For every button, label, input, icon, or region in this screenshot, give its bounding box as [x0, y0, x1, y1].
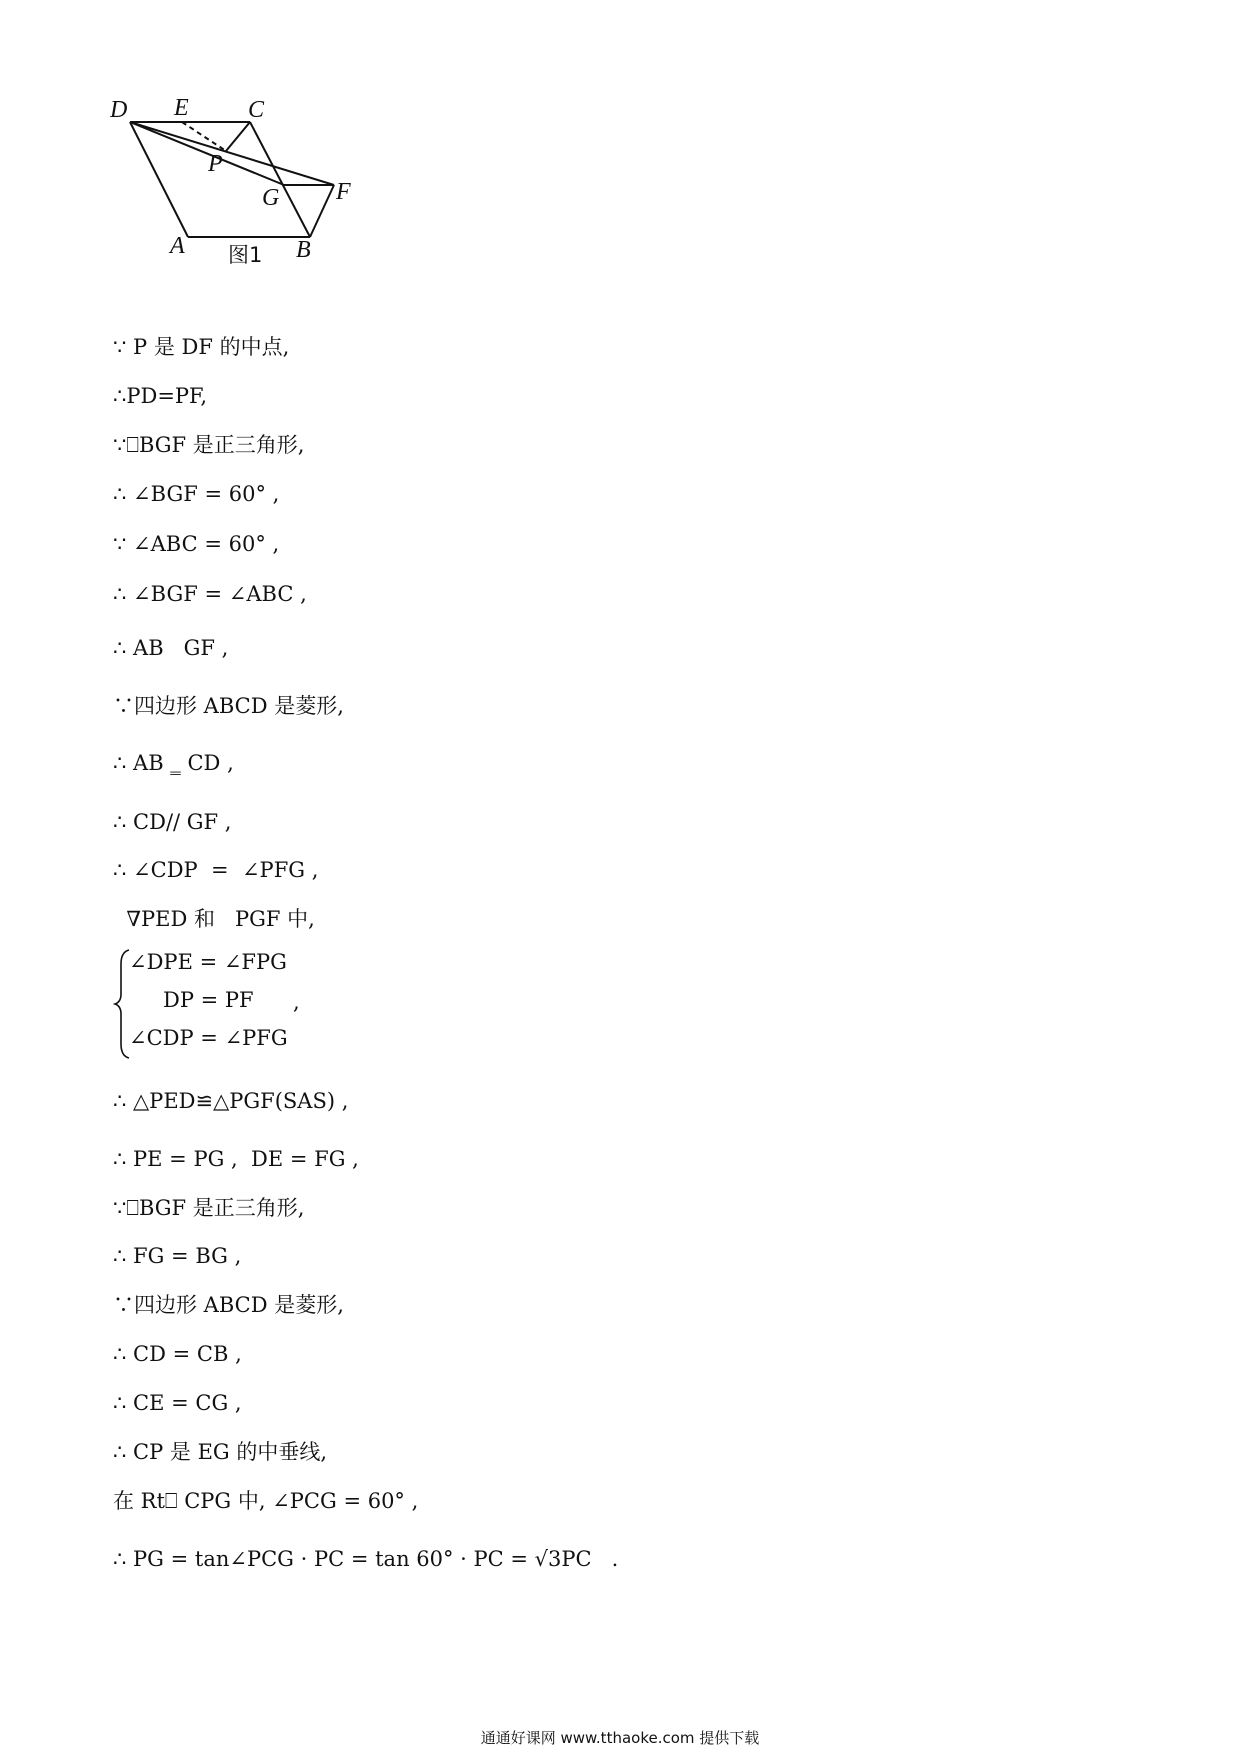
- proof-line-10: ∴ CD// GF ,: [113, 810, 232, 834]
- segment-cb: [250, 122, 310, 237]
- proof-line-2: ∴PD=PF,: [113, 384, 208, 408]
- geometry-figure: [110, 95, 410, 305]
- proof-line-21: 在 Rt⎕ CPG 中, ∠PCG = 60° ,: [113, 1489, 419, 1513]
- label-d: D: [110, 97, 128, 123]
- label-g: G: [262, 185, 280, 211]
- segment-cp: [226, 122, 250, 151]
- proof-line-14: ∴ PE = PG , DE = FG ,: [113, 1147, 359, 1171]
- system-row-2: DP = PF: [163, 988, 254, 1012]
- proof-line-13: ∴ △PED≌△PGF(SAS) ,: [113, 1089, 349, 1113]
- proof-line-18: ∴ CD = CB ,: [113, 1342, 242, 1366]
- label-e: E: [174, 95, 189, 121]
- proof-line-7: ∴ AB GF ,: [113, 636, 229, 660]
- proof-line-19: ∴ CE = CG ,: [113, 1391, 242, 1415]
- proof-line-16: ∴ FG = BG ,: [113, 1244, 242, 1268]
- label-c: C: [248, 97, 265, 123]
- proof-line-22: ∴ PG = tan∠PCG · PC = tan 60° · PC = √3PC .: [113, 1547, 619, 1571]
- proof-line-17: ∵四边形 ABCD 是菱形,: [113, 1293, 344, 1317]
- proof-line-11: ∴ ∠CDP = ∠PFG ,: [113, 858, 319, 882]
- proof-line-1: ∵ P 是 DF 的中点,: [113, 335, 290, 359]
- proof-line-9: ∴ AB ‗ CD ,: [113, 751, 234, 775]
- system-row-1: ∠DPE = ∠FPG: [129, 950, 287, 974]
- proof-line-6: ∴ ∠BGF = ∠ABC ,: [113, 582, 307, 606]
- segment-dg: [130, 122, 284, 185]
- segment-fb: [310, 185, 334, 237]
- proof-line-3: ∵⎕BGF 是正三角形,: [113, 433, 305, 457]
- segment-da: [130, 122, 188, 237]
- label-p: P: [208, 151, 223, 177]
- proof-line-15: ∵⎕BGF 是正三角形,: [113, 1196, 305, 1220]
- proof-line-20: ∴ CP 是 EG 的中垂线,: [113, 1440, 328, 1464]
- rhombus-diagram: [110, 95, 410, 305]
- label-a: A: [170, 233, 185, 259]
- page-footer: 通通好课网 www.tthaoke.com 提供下载: [480, 1729, 760, 1747]
- figure-caption: 图1: [228, 243, 263, 267]
- proof-line-8: ∵四边形 ABCD 是菱形,: [113, 694, 344, 718]
- proof-line-5: ∵ ∠ABC = 60° ,: [113, 532, 280, 556]
- system-comma: ,: [293, 990, 300, 1014]
- segment-df: [130, 122, 334, 185]
- proof-line-4: ∴ ∠BGF = 60° ,: [113, 482, 280, 506]
- equation-system: [113, 948, 373, 1060]
- proof-line-12: ∇PED 和 PGF 中,: [113, 907, 315, 931]
- label-b: B: [296, 237, 311, 263]
- label-f: F: [336, 179, 351, 205]
- system-row-3: ∠CDP = ∠PFG: [129, 1026, 288, 1050]
